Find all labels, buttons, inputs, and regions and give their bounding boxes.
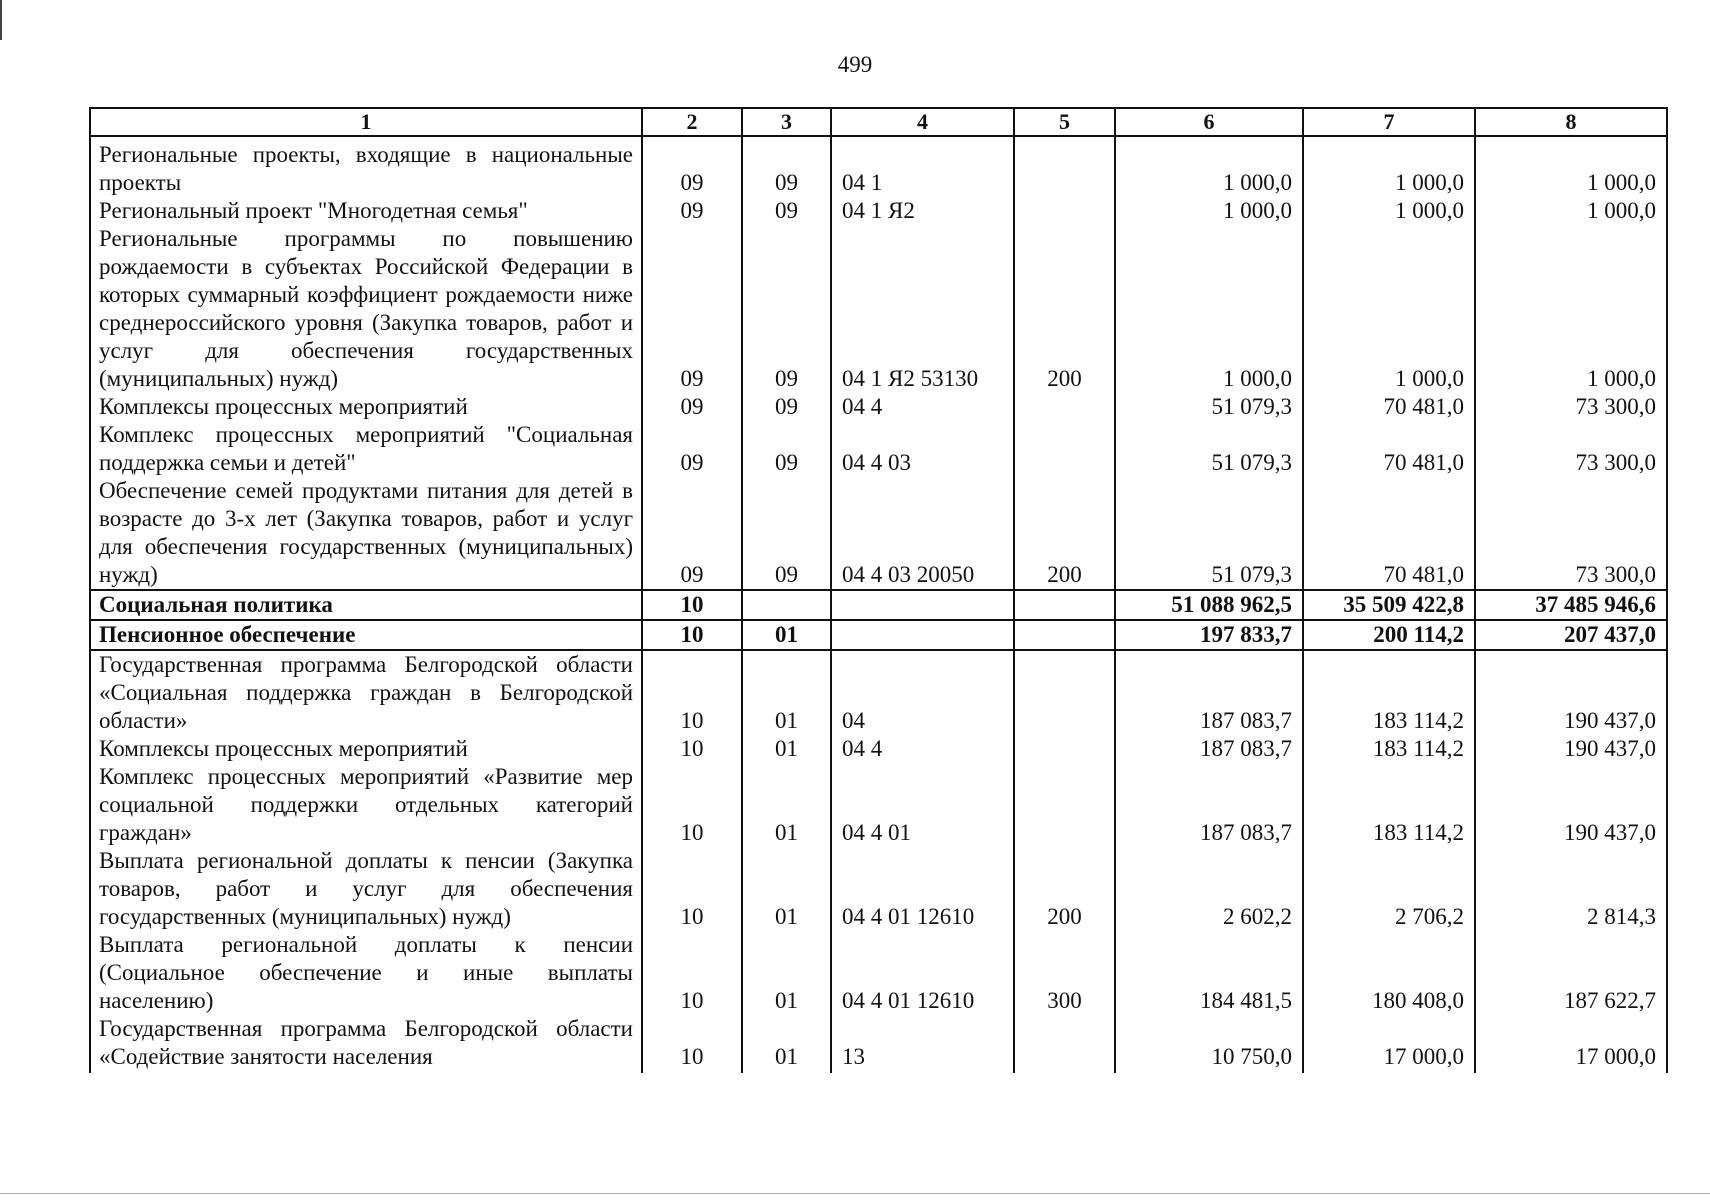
amount-col8-cell: 187 622,7 xyxy=(1475,931,1667,1015)
table-row xyxy=(90,735,1667,763)
section-code-cell: 09 xyxy=(642,197,742,225)
subsection-code-cell: 01 xyxy=(742,735,831,763)
amount-col8-cell: 37 485 946,6 xyxy=(1475,590,1667,620)
page-number: 499 xyxy=(837,52,873,77)
amount-col6-cell: 2 602,2 xyxy=(1115,847,1303,931)
table-row xyxy=(90,225,1667,393)
subsection-code-cell: 09 xyxy=(742,136,831,197)
target-article-cell: 04 xyxy=(831,650,1014,735)
scan-bottom-edge xyxy=(0,1193,1710,1194)
table-row xyxy=(90,197,1667,225)
subsection-code-cell: 01 xyxy=(742,763,831,847)
row-name-cell: Региональный проект "Многодетная семья" xyxy=(90,197,642,225)
subsection-code-cell: 09 xyxy=(742,477,831,590)
amount-col7-cell: 70 481,0 xyxy=(1303,421,1475,477)
target-article-cell xyxy=(831,620,1014,650)
subsection-code-cell: 01 xyxy=(742,931,831,1015)
target-article-cell: 13 xyxy=(831,1015,1014,1073)
amount-col6-cell: 197 833,7 xyxy=(1115,620,1303,650)
subsection-code-cell xyxy=(742,590,831,620)
subsection-code-cell: 01 xyxy=(742,1015,831,1073)
amount-col7-cell: 180 408,0 xyxy=(1303,931,1475,1015)
amount-col8-cell: 17 000,0 xyxy=(1475,1015,1667,1073)
section-code-cell: 09 xyxy=(642,136,742,197)
amount-col6-cell: 184 481,5 xyxy=(1115,931,1303,1015)
amount-col8-cell: 190 437,0 xyxy=(1475,735,1667,763)
amount-col7-cell: 183 114,2 xyxy=(1303,763,1475,847)
amount-col7-cell: 183 114,2 xyxy=(1303,650,1475,735)
amount-col8-cell: 73 300,0 xyxy=(1475,421,1667,477)
amount-col7-cell: 17 000,0 xyxy=(1303,1015,1475,1073)
section-code-cell: 09 xyxy=(642,477,742,590)
amount-col7-cell: 35 509 422,8 xyxy=(1303,590,1475,620)
amount-col6-cell: 51 079,3 xyxy=(1115,421,1303,477)
amount-col7-cell: 200 114,2 xyxy=(1303,620,1475,650)
expense-type-cell: 200 xyxy=(1014,847,1115,931)
table-row xyxy=(90,393,1667,421)
column-header: 1 xyxy=(90,108,642,136)
amount-col8-cell: 190 437,0 xyxy=(1475,650,1667,735)
amount-col8-cell: 73 300,0 xyxy=(1475,477,1667,590)
target-article-cell: 04 4 03 xyxy=(831,421,1014,477)
budget-table xyxy=(89,107,1668,1073)
expense-type-cell: 200 xyxy=(1014,477,1115,590)
row-name-cell: Комплекс процессных мероприятий «Развитие мер социальной поддержки отдельных категорий граждан» xyxy=(90,763,642,847)
amount-col6-cell: 51 079,3 xyxy=(1115,477,1303,590)
amount-col6-cell: 1 000,0 xyxy=(1115,136,1303,197)
amount-col7-cell: 70 481,0 xyxy=(1303,477,1475,590)
amount-col7-cell: 1 000,0 xyxy=(1303,225,1475,393)
table-row xyxy=(90,590,1667,620)
amount-col6-cell: 1 000,0 xyxy=(1115,197,1303,225)
target-article-cell: 04 1 xyxy=(831,136,1014,197)
table-row xyxy=(90,650,1667,735)
table-row xyxy=(90,477,1667,590)
column-header: 8 xyxy=(1475,108,1667,136)
target-article-cell: 04 4 01 12610 xyxy=(831,847,1014,931)
row-name-cell: Комплексы процессных мероприятий xyxy=(90,735,642,763)
scan-edge xyxy=(0,0,2,40)
target-article-cell xyxy=(831,590,1014,620)
expense-type-cell xyxy=(1014,620,1115,650)
subsection-code-cell: 09 xyxy=(742,393,831,421)
table-row xyxy=(90,421,1667,477)
amount-col6-cell: 187 083,7 xyxy=(1115,735,1303,763)
table-row xyxy=(90,847,1667,931)
subsection-code-cell: 01 xyxy=(742,650,831,735)
target-article-cell: 04 4 xyxy=(831,393,1014,421)
amount-col8-cell: 73 300,0 xyxy=(1475,393,1667,421)
column-header: 7 xyxy=(1303,108,1475,136)
budget-table-container xyxy=(89,107,1666,1073)
amount-col6-cell: 51 079,3 xyxy=(1115,393,1303,421)
expense-type-cell xyxy=(1014,590,1115,620)
expense-type-cell xyxy=(1014,650,1115,735)
amount-col7-cell: 1 000,0 xyxy=(1303,136,1475,197)
amount-col7-cell: 2 706,2 xyxy=(1303,847,1475,931)
section-code-cell: 10 xyxy=(642,735,742,763)
table-row xyxy=(90,931,1667,1015)
expense-type-cell xyxy=(1014,197,1115,225)
column-header: 3 xyxy=(742,108,831,136)
target-article-cell: 04 4 01 12610 xyxy=(831,931,1014,1015)
section-code-cell: 10 xyxy=(642,847,742,931)
expense-type-cell: 200 xyxy=(1014,225,1115,393)
row-name-cell: Выплата региональной доплаты к пенсии (Закупка товаров, работ и услуг для обеспечения государственных (муниципальных) нужд) xyxy=(90,847,642,931)
amount-col8-cell: 1 000,0 xyxy=(1475,136,1667,197)
column-number-header xyxy=(90,108,1667,136)
amount-col7-cell: 183 114,2 xyxy=(1303,735,1475,763)
amount-col8-cell: 190 437,0 xyxy=(1475,763,1667,847)
table-row xyxy=(90,620,1667,650)
column-header: 5 xyxy=(1014,108,1115,136)
row-name-cell: Региональные проекты, входящие в национальные проекты xyxy=(90,136,642,197)
subsection-code-cell: 01 xyxy=(742,620,831,650)
target-article-cell: 04 1 Я2 xyxy=(831,197,1014,225)
amount-col7-cell: 1 000,0 xyxy=(1303,197,1475,225)
section-code-cell: 09 xyxy=(642,393,742,421)
row-name-cell: Выплата региональной доплаты к пенсии (Социальное обеспечение и иные выплаты населению) xyxy=(90,931,642,1015)
amount-col8-cell: 207 437,0 xyxy=(1475,620,1667,650)
target-article-cell: 04 1 Я2 53130 xyxy=(831,225,1014,393)
section-code-cell: 09 xyxy=(642,225,742,393)
expense-type-cell xyxy=(1014,393,1115,421)
target-article-cell: 04 4 01 xyxy=(831,763,1014,847)
section-code-cell: 10 xyxy=(642,931,742,1015)
row-name-cell: Региональные программы по повышению рождаемости в субъектах Российской Федерации в которых суммарный коэффициент рождаемости ниже среднероссийского уровня (Закупка товаров, работ и услуг для обеспечения государственных (муниципальных) нужд) xyxy=(90,225,642,393)
amount-col6-cell: 10 750,0 xyxy=(1115,1015,1303,1073)
subsection-code-cell: 09 xyxy=(742,421,831,477)
row-name-cell: Пенсионное обеспечение xyxy=(90,620,642,650)
amount-col6-cell: 187 083,7 xyxy=(1115,763,1303,847)
row-name-cell: Обеспечение семей продуктами питания для детей в возрасте до 3-х лет (Закупка товаров, работ и услуг для обеспечения государственных (муниципальных) нужд) xyxy=(90,477,642,590)
expense-type-cell xyxy=(1014,763,1115,847)
section-code-cell: 10 xyxy=(642,590,742,620)
row-name-cell: Социальная политика xyxy=(90,590,642,620)
section-code-cell: 10 xyxy=(642,1015,742,1073)
table-row xyxy=(90,1015,1667,1073)
expense-type-cell xyxy=(1014,735,1115,763)
expense-type-cell xyxy=(1014,1015,1115,1073)
subsection-code-cell: 01 xyxy=(742,847,831,931)
row-name-cell: Государственная программа Белгородской области «Социальная поддержка граждан в Белгородской области» xyxy=(90,650,642,735)
table-row xyxy=(90,763,1667,847)
table-row xyxy=(90,136,1667,197)
expense-type-cell: 300 xyxy=(1014,931,1115,1015)
row-name-cell: Комплекс процессных мероприятий "Социальная поддержка семьи и детей" xyxy=(90,421,642,477)
target-article-cell: 04 4 03 20050 xyxy=(831,477,1014,590)
amount-col6-cell: 187 083,7 xyxy=(1115,650,1303,735)
amount-col6-cell: 51 088 962,5 xyxy=(1115,590,1303,620)
amount-col6-cell: 1 000,0 xyxy=(1115,225,1303,393)
subsection-code-cell: 09 xyxy=(742,197,831,225)
amount-col7-cell: 70 481,0 xyxy=(1303,393,1475,421)
amount-col8-cell: 1 000,0 xyxy=(1475,197,1667,225)
amount-col8-cell: 2 814,3 xyxy=(1475,847,1667,931)
section-code-cell: 10 xyxy=(642,650,742,735)
column-header: 2 xyxy=(642,108,742,136)
column-header: 4 xyxy=(831,108,1014,136)
row-name-cell: Комплексы процессных мероприятий xyxy=(90,393,642,421)
section-code-cell: 10 xyxy=(642,620,742,650)
amount-col8-cell: 1 000,0 xyxy=(1475,225,1667,393)
column-header: 6 xyxy=(1115,108,1303,136)
section-code-cell: 10 xyxy=(642,763,742,847)
subsection-code-cell: 09 xyxy=(742,225,831,393)
section-code-cell: 09 xyxy=(642,421,742,477)
expense-type-cell xyxy=(1014,421,1115,477)
row-name-cell: Государственная программа Белгородской области «Содействие занятости населения xyxy=(90,1015,642,1073)
target-article-cell: 04 4 xyxy=(831,735,1014,763)
expense-type-cell xyxy=(1014,136,1115,197)
